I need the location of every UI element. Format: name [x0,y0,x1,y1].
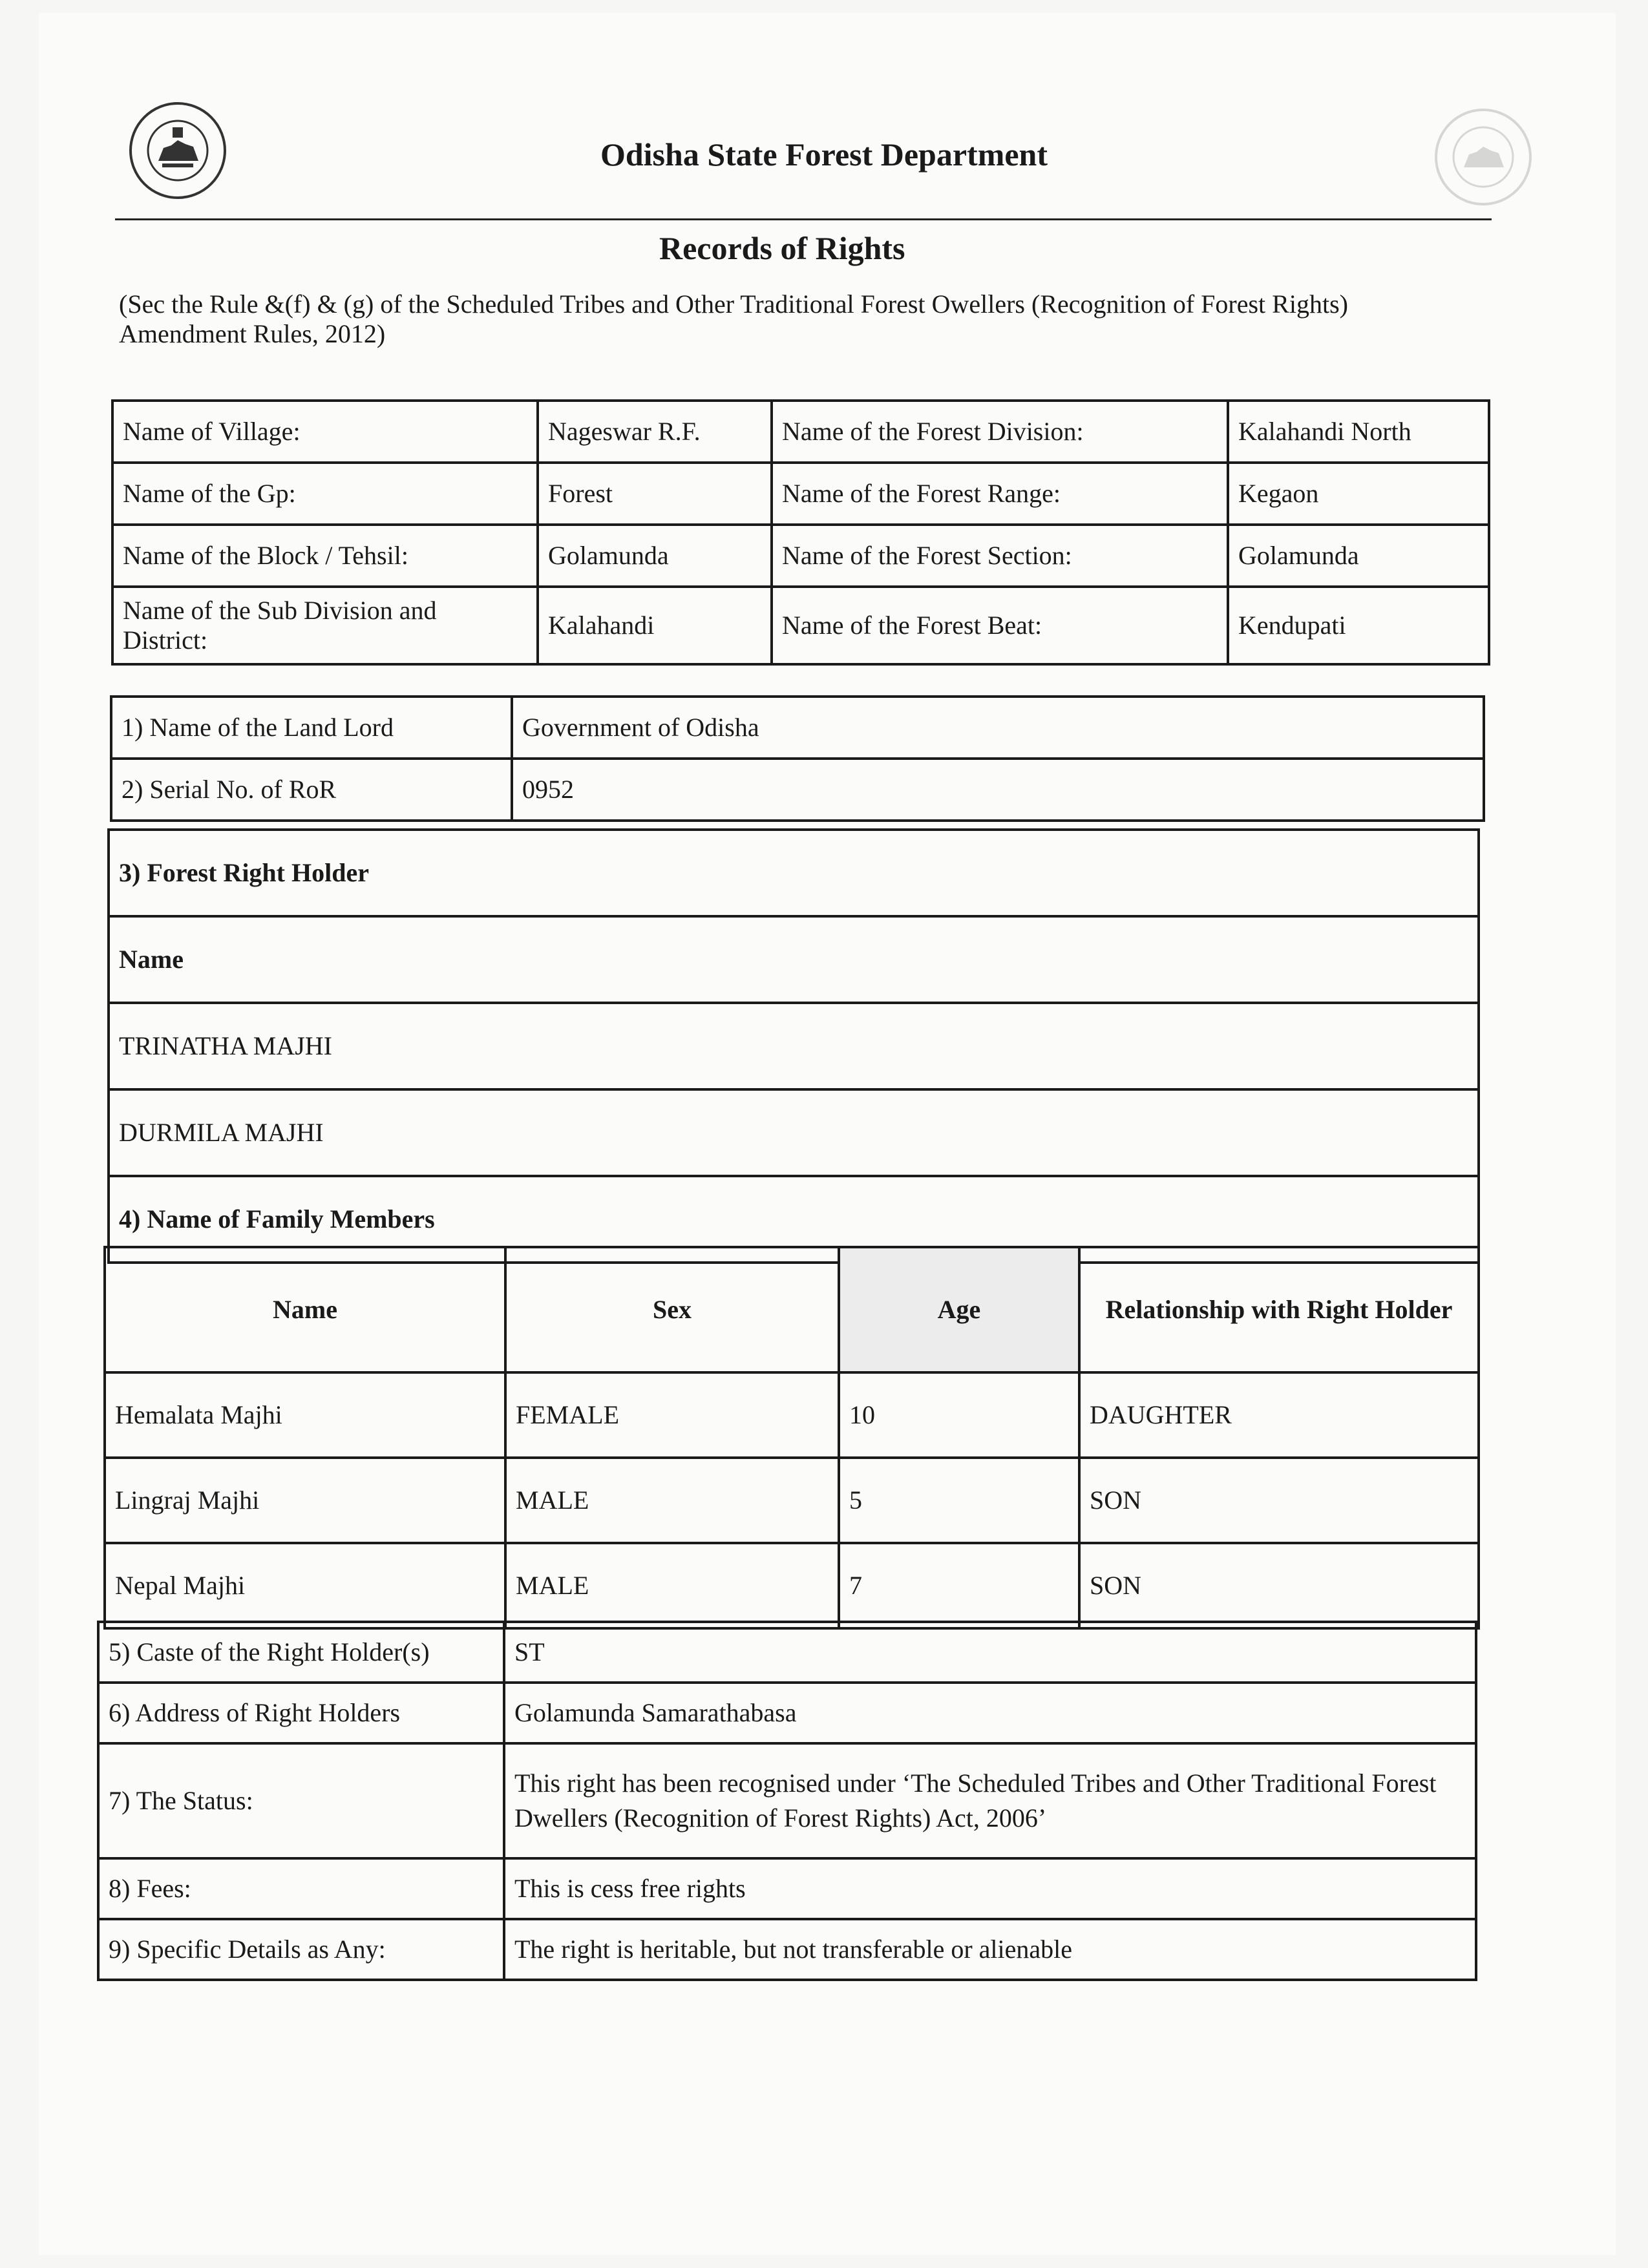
table-row [105,1372,1479,1458]
column-header-relationship: Relationship with Right Holder [1079,1247,1479,1372]
member-relation: DAUGHTER [1079,1372,1479,1458]
location-label: Name of the Gp: [112,463,538,525]
forest-label: Name of the Forest Section: [772,525,1228,587]
table-row [109,830,1479,916]
detail-value: The right is heritable, but not transferable or alienable [504,1919,1476,1980]
location-value: Golamunda [538,525,772,587]
serial-value: 0952 [512,759,1484,821]
forest-value: Kegaon [1228,463,1489,525]
table-row [98,1858,1476,1919]
location-value: Kalahandi [538,587,772,664]
table-row [111,759,1484,821]
table-row [112,587,1489,664]
table-row [112,525,1489,587]
member-age: 5 [839,1458,1079,1543]
header-divider [115,218,1492,220]
table-row [111,697,1484,759]
location-label: Name of the Block / Tehsil: [112,525,538,587]
detail-label: 6) Address of Right Holders [98,1683,504,1743]
detail-value: This is cess free rights [504,1858,1476,1919]
table-row [109,1089,1479,1176]
table-row [98,1919,1476,1980]
member-relation: SON [1079,1543,1479,1628]
column-header-sex: Sex [505,1247,839,1372]
member-sex: FEMALE [505,1372,839,1458]
forest-label: Name of the Forest Beat: [772,587,1228,664]
table-row [112,463,1489,525]
member-sex: MALE [505,1458,839,1543]
family-members-table [103,1246,1480,1630]
table-row [105,1543,1479,1628]
member-age: 7 [839,1543,1079,1628]
document-title: Records of Rights [659,230,905,266]
table-row [98,1683,1476,1743]
member-name: Lingraj Majhi [105,1458,505,1543]
table-row [112,401,1489,463]
right-holder-table [107,828,1480,1264]
detail-label: 8) Fees: [98,1858,504,1919]
details-table [97,1621,1477,1981]
detail-label: 9) Specific Details as Any: [98,1919,504,1980]
forest-value: Kalahandi North [1228,401,1489,463]
column-header-name: Name [105,1247,505,1372]
right-holder-name: DURMILA MAJHI [109,1089,1479,1176]
department-title: Odisha State Forest Department [600,136,1048,173]
landlord-label: 1) Name of the Land Lord [111,697,512,759]
table-row [98,1743,1476,1858]
member-age: 10 [839,1372,1079,1458]
detail-label: 7) The Status: [98,1743,504,1858]
location-table [111,399,1490,666]
location-value: Nageswar R.F. [538,401,772,463]
table-row [98,1622,1476,1683]
location-value: Forest [538,463,772,525]
member-name: Hemalata Majhi [105,1372,505,1458]
table-row [105,1458,1479,1543]
member-sex: MALE [505,1543,839,1628]
forest-label: Name of the Forest Range: [772,463,1228,525]
table-header-row [105,1247,1479,1372]
forest-label: Name of the Forest Division: [772,401,1228,463]
name-column-label: Name [109,916,1479,1003]
forest-value: Golamunda [1228,525,1489,587]
detail-value: This right has been recognised under ‘The Scheduled Tribes and Other Traditional Forest Dwellers (Recognition of Forest Rights) Act, 2006’ [504,1743,1476,1858]
column-header-age: Age [839,1247,1079,1372]
detail-value: Golamunda Samarathabasa [504,1683,1476,1743]
forest-value: Kendupati [1228,587,1489,664]
landlord-value: Government of Odisha [512,697,1484,759]
table-row [109,1003,1479,1089]
table-row [109,916,1479,1003]
rule-reference: (Sec the Rule &(f) & (g) of the Scheduled Tribes and Other Traditional Forest Owellers (Recognition of Forest Rights) Amendment Rules, 2012) [119,289,1348,348]
land-table [110,695,1485,822]
location-label: Name of the Sub Division and District: [112,587,538,664]
right-holder-heading: 3) Forest Right Holder [109,830,1479,916]
member-relation: SON [1079,1458,1479,1543]
member-name: Nepal Majhi [105,1543,505,1628]
right-holder-name: TRINATHA MAJHI [109,1003,1479,1089]
detail-value: ST [504,1622,1476,1683]
family-heading: 4) Name of Family Members [109,1176,1479,1263]
detail-label: 5) Caste of the Right Holder(s) [98,1622,504,1683]
location-label: Name of Village: [112,401,538,463]
serial-label: 2) Serial No. of RoR [111,759,512,821]
